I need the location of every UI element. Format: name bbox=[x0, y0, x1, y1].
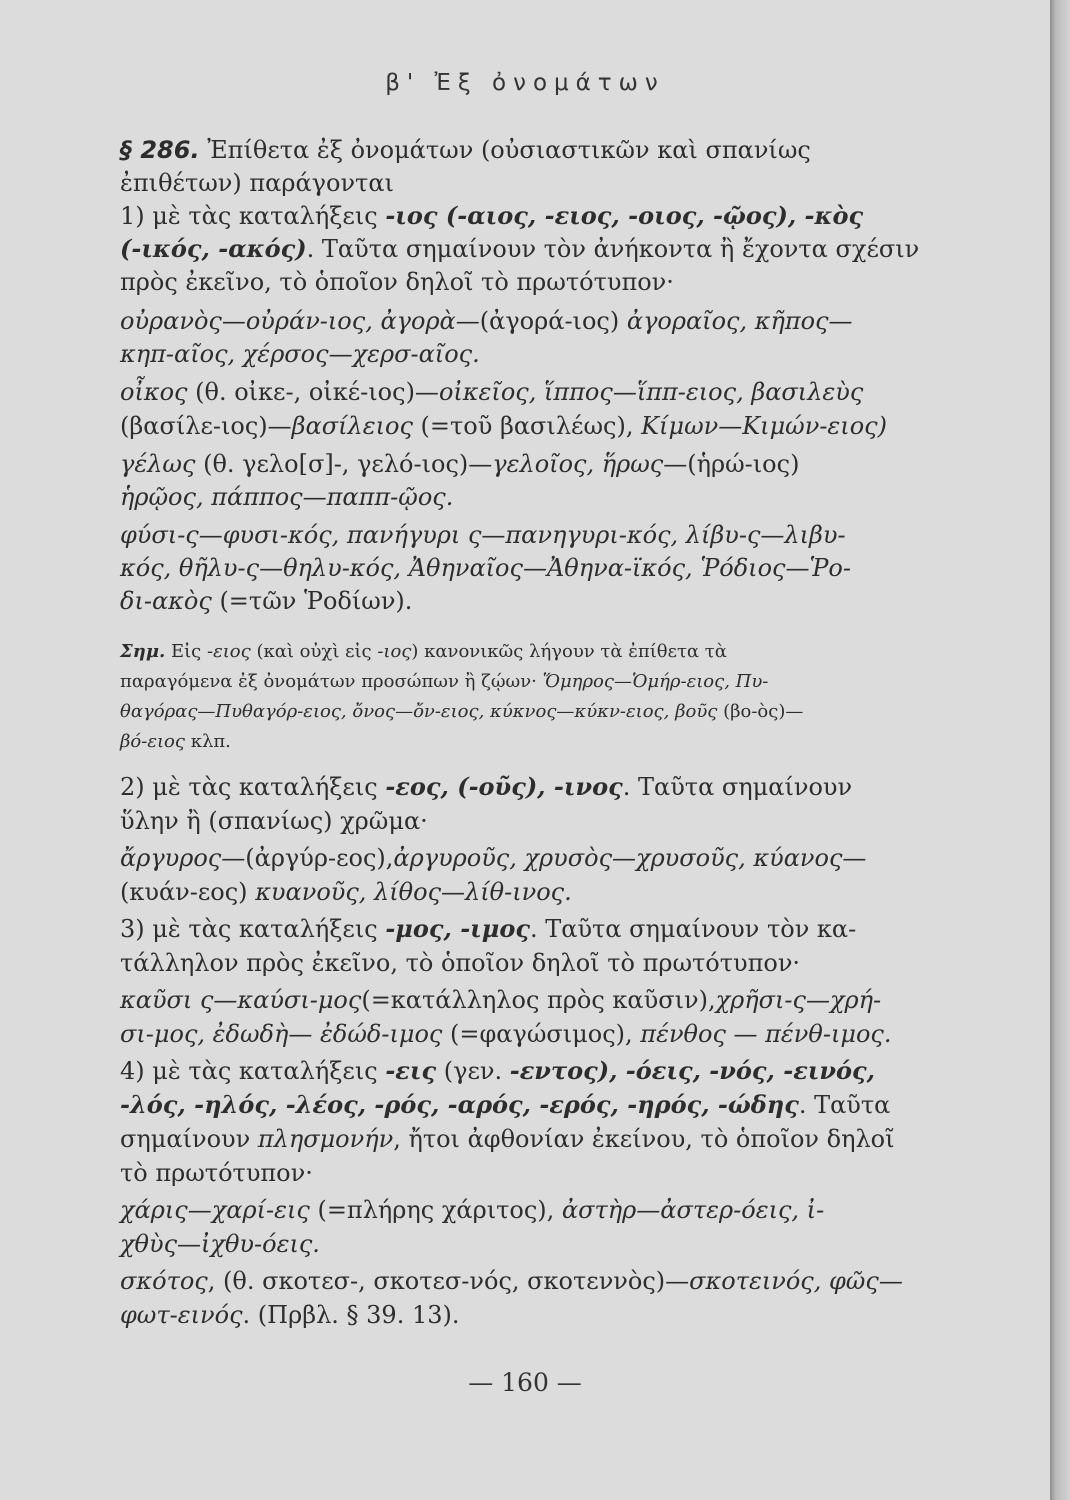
page-number: — 160 — bbox=[468, 1368, 582, 1397]
text-segment: (βασίλε-ιος)— bbox=[120, 412, 292, 440]
text-line bbox=[120, 201, 863, 231]
text-segment: ἀγοραῖος, κῆπος— bbox=[626, 307, 853, 335]
text-segment: (γεν. bbox=[436, 1057, 510, 1085]
text-segment: παραγόμενα ἐξ ὀνομάτων προσώπων ἢ ζῴων· bbox=[120, 671, 543, 692]
text-segment: ἀστὴρ—ἀστερ-όεις, ἰ- bbox=[561, 1196, 825, 1224]
text-segment: , (θ. σκοτεσ-, σκοτεσ-νός, σκοτεννὸς)— bbox=[207, 1267, 690, 1295]
text-segment: 1) μὲ τὰς καταλήξεις bbox=[120, 202, 386, 230]
text-segment: (καὶ οὐχὶ εἰς bbox=[250, 641, 378, 662]
text-segment: -λός, -ηλός, -λέος, -ρός, -αρός, -ερός, -ηρός, -ώδης bbox=[120, 1090, 799, 1119]
text-segment: Εἰς bbox=[165, 641, 207, 662]
text-segment: κυανοῦς, λίθος—λίθ-ινος. bbox=[255, 878, 572, 906]
text-segment: -ειος bbox=[207, 641, 251, 662]
text-segment: 286. bbox=[140, 136, 200, 164]
text-segment: (ἀγορά-ιος) bbox=[479, 307, 627, 335]
text-line bbox=[120, 339, 480, 369]
text-segment: Ὅμηρος—Ὁμήρ-ειος, Πυ- bbox=[542, 671, 769, 692]
text-segment: Ἐπίθετα ἐξ ὀνομάτων (οὐσιαστικῶν καὶ σπανίως bbox=[199, 136, 811, 164]
text-line bbox=[120, 772, 852, 802]
text-segment: φύσι-ς—φυσι-κός, πανήγυρι ς—πανηγυρι-κός, λίβυ-ς—λιβυ- bbox=[120, 521, 846, 549]
text-line bbox=[120, 553, 851, 583]
text-segment: (ἀργύρ-εος), bbox=[245, 844, 394, 872]
text-segment: οὐρανὸς—οὐράν-ιος, ἀγορὰ— bbox=[120, 307, 480, 335]
text-segment: πένθος — πένθ-ιμος. bbox=[640, 1020, 892, 1048]
text-line bbox=[120, 377, 863, 407]
text-segment: ἄργυρος— bbox=[120, 844, 246, 872]
text-line bbox=[120, 1266, 903, 1296]
text-segment: χθὺς—ἰχθυ-όεις. bbox=[120, 1230, 320, 1258]
text-line bbox=[120, 948, 800, 978]
text-segment: ὕλην ἢ (σπανίως) χρῶμα· bbox=[120, 807, 428, 835]
text-line bbox=[120, 482, 453, 512]
text-segment: . (Πρβλ. § 39. 13). bbox=[242, 1301, 460, 1329]
text-segment: -εντος), -όεις, -νός, -εινός, bbox=[509, 1056, 876, 1085]
text-segment: βασίλειος bbox=[291, 412, 413, 440]
text-line bbox=[120, 520, 846, 550]
text-segment: § bbox=[120, 136, 141, 164]
text-line bbox=[120, 843, 866, 873]
text-line bbox=[120, 985, 881, 1015]
text-segment: -ιος bbox=[377, 641, 412, 662]
text-segment: κός, θῆλυ-ς—θηλυ-κός, Ἀθηναῖος—Ἀθηνα-ϊκός, Ῥόδιος—Ῥο- bbox=[120, 554, 851, 582]
text-segment: βό-ειος bbox=[120, 731, 185, 752]
text-segment: , ἤτοι ἀφθονίαν ἐκείνου, τὸ ὁποῖον δηλοῖ bbox=[393, 1125, 895, 1153]
text-segment: ἡρῷος, πάππος—παππ-ῷος. bbox=[120, 483, 454, 511]
text-segment: (θ. οἰκε-, οἰκέ-ιος)— bbox=[187, 378, 439, 406]
text-segment: χρῆσι-ς—χρή- bbox=[715, 986, 882, 1014]
text-segment: (=πλήρης χάριτος), bbox=[309, 1196, 562, 1224]
text-line bbox=[120, 1158, 313, 1188]
note-line bbox=[120, 667, 768, 697]
text-line bbox=[120, 135, 811, 165]
note-line bbox=[120, 637, 727, 667]
text-segment: -μος, -ιμος bbox=[385, 914, 530, 943]
text-segment: (-ικός, -ακός) bbox=[120, 234, 307, 263]
text-segment: (=κατάλληλος πρὸς καῦσιν), bbox=[361, 986, 716, 1014]
text-segment: -ιος (-αιος, -ειος, -οιος, -ῷος), -κὸς bbox=[385, 201, 864, 230]
text-segment: κηπ-αῖος, χέρσος—χερσ-αῖος. bbox=[120, 340, 480, 368]
text-line bbox=[120, 877, 572, 907]
text-line bbox=[120, 411, 887, 441]
text-line bbox=[120, 914, 856, 944]
text-segment: πρὸς ἐκεῖνο, τὸ ὁποῖον δηλοῖ τὸ πρωτότυπον· bbox=[120, 268, 674, 296]
book-spine-edge bbox=[1050, 0, 1070, 1500]
running-header: β' Ἐξ ὀνομάτων bbox=[385, 70, 665, 96]
text-segment: (=τῶν Ῥοδίων). bbox=[211, 587, 413, 615]
text-segment: τάλληλον πρὸς ἐκεῖνο, τὸ ὁποῖον δηλοῖ τὸ πρωτότυπον· bbox=[120, 949, 801, 977]
text-segment: σημαίνουν bbox=[120, 1125, 258, 1153]
text-segment: οἶκος bbox=[120, 378, 188, 406]
text-segment: ἐπιθέτων) παράγονται bbox=[120, 169, 394, 197]
text-segment: γέλως bbox=[120, 450, 196, 478]
text-line bbox=[120, 267, 674, 297]
text-segment: δι-ακὸς bbox=[120, 587, 212, 615]
text-segment: σι-μος, ἐδωδὴ— ἐδώδ-ιμος bbox=[120, 1020, 443, 1048]
text-line bbox=[120, 168, 394, 198]
text-segment: Κίμων—Κιμών-ειος) bbox=[641, 412, 887, 440]
text-segment: (ἡρώ-ιος) bbox=[687, 450, 800, 478]
text-segment: κλπ. bbox=[184, 731, 231, 752]
text-line bbox=[120, 306, 853, 336]
text-segment: χάρις—χαρί-εις bbox=[120, 1196, 310, 1224]
text-segment: (=φαγώσιμος), bbox=[442, 1020, 641, 1048]
text-segment: . Ταῦτα σημαίνουν bbox=[622, 773, 853, 801]
text-line bbox=[120, 806, 428, 836]
note-line bbox=[120, 697, 803, 727]
text-segment: . Ταῦτα bbox=[798, 1091, 891, 1119]
text-segment: γελοῖος, ἥρως— bbox=[492, 450, 688, 478]
text-segment: -εις bbox=[385, 1056, 437, 1085]
text-segment: (βο-ὸς)— bbox=[717, 701, 804, 722]
text-segment: ἀργυροῦς, χρυσὸς—χρυσοῦς, κύανος— bbox=[393, 844, 867, 872]
text-segment: φωτ-εινός bbox=[120, 1301, 243, 1329]
text-line bbox=[120, 449, 799, 479]
text-segment: σκότος bbox=[120, 1267, 208, 1295]
text-line bbox=[120, 1090, 890, 1120]
text-segment: (=τοῦ βασιλέως), bbox=[412, 412, 642, 440]
text-line bbox=[120, 234, 919, 264]
text-segment: καῦσι ς—καύσι-μος bbox=[120, 986, 362, 1014]
text-line bbox=[120, 586, 412, 616]
text-segment: (θ. γελο[σ]-, γελό-ιος)— bbox=[195, 450, 493, 478]
text-segment: σκοτεινός, φῶς— bbox=[689, 1267, 903, 1295]
text-segment: οἰκεῖος, ἵππος—ἵππ-ειος, βασιλεὺς bbox=[438, 378, 864, 406]
text-line bbox=[120, 1056, 875, 1086]
text-line bbox=[120, 1229, 320, 1259]
text-segment: τὸ πρωτότυπον· bbox=[120, 1159, 313, 1187]
text-segment: 2) μὲ τὰς καταλήξεις bbox=[120, 773, 386, 801]
text-segment: . Ταῦτα σημαίνουν τὸν κα- bbox=[529, 915, 857, 943]
text-line bbox=[120, 1300, 460, 1330]
text-line bbox=[120, 1195, 824, 1225]
note-line bbox=[120, 727, 231, 757]
text-segment: θαγόρας—Πυθαγόρ-ειος, ὄνος—ὄν-ειος, κύκνος—κύκν-ειος, βοῦς bbox=[120, 701, 718, 722]
text-segment: 3) μὲ τὰς καταλήξεις bbox=[120, 915, 386, 943]
text-segment: πλησμονήν bbox=[257, 1125, 394, 1153]
text-segment: 4) μὲ τὰς καταλήξεις bbox=[120, 1057, 386, 1085]
text-segment: ) κανονικῶς λήγουν τὰ ἐπίθετα τὰ bbox=[411, 641, 727, 662]
text-segment: (κυάν-εος) bbox=[120, 878, 256, 906]
text-line bbox=[120, 1019, 891, 1049]
text-line bbox=[120, 1124, 895, 1154]
text-segment: Σημ. bbox=[120, 641, 166, 662]
text-segment: -εος, (-οῦς), -ινος bbox=[385, 772, 623, 801]
text-segment: . Ταῦτα σημαίνουν τὸν ἀνήκοντα ἢ ἔχοντα σχέσιν bbox=[306, 235, 920, 263]
